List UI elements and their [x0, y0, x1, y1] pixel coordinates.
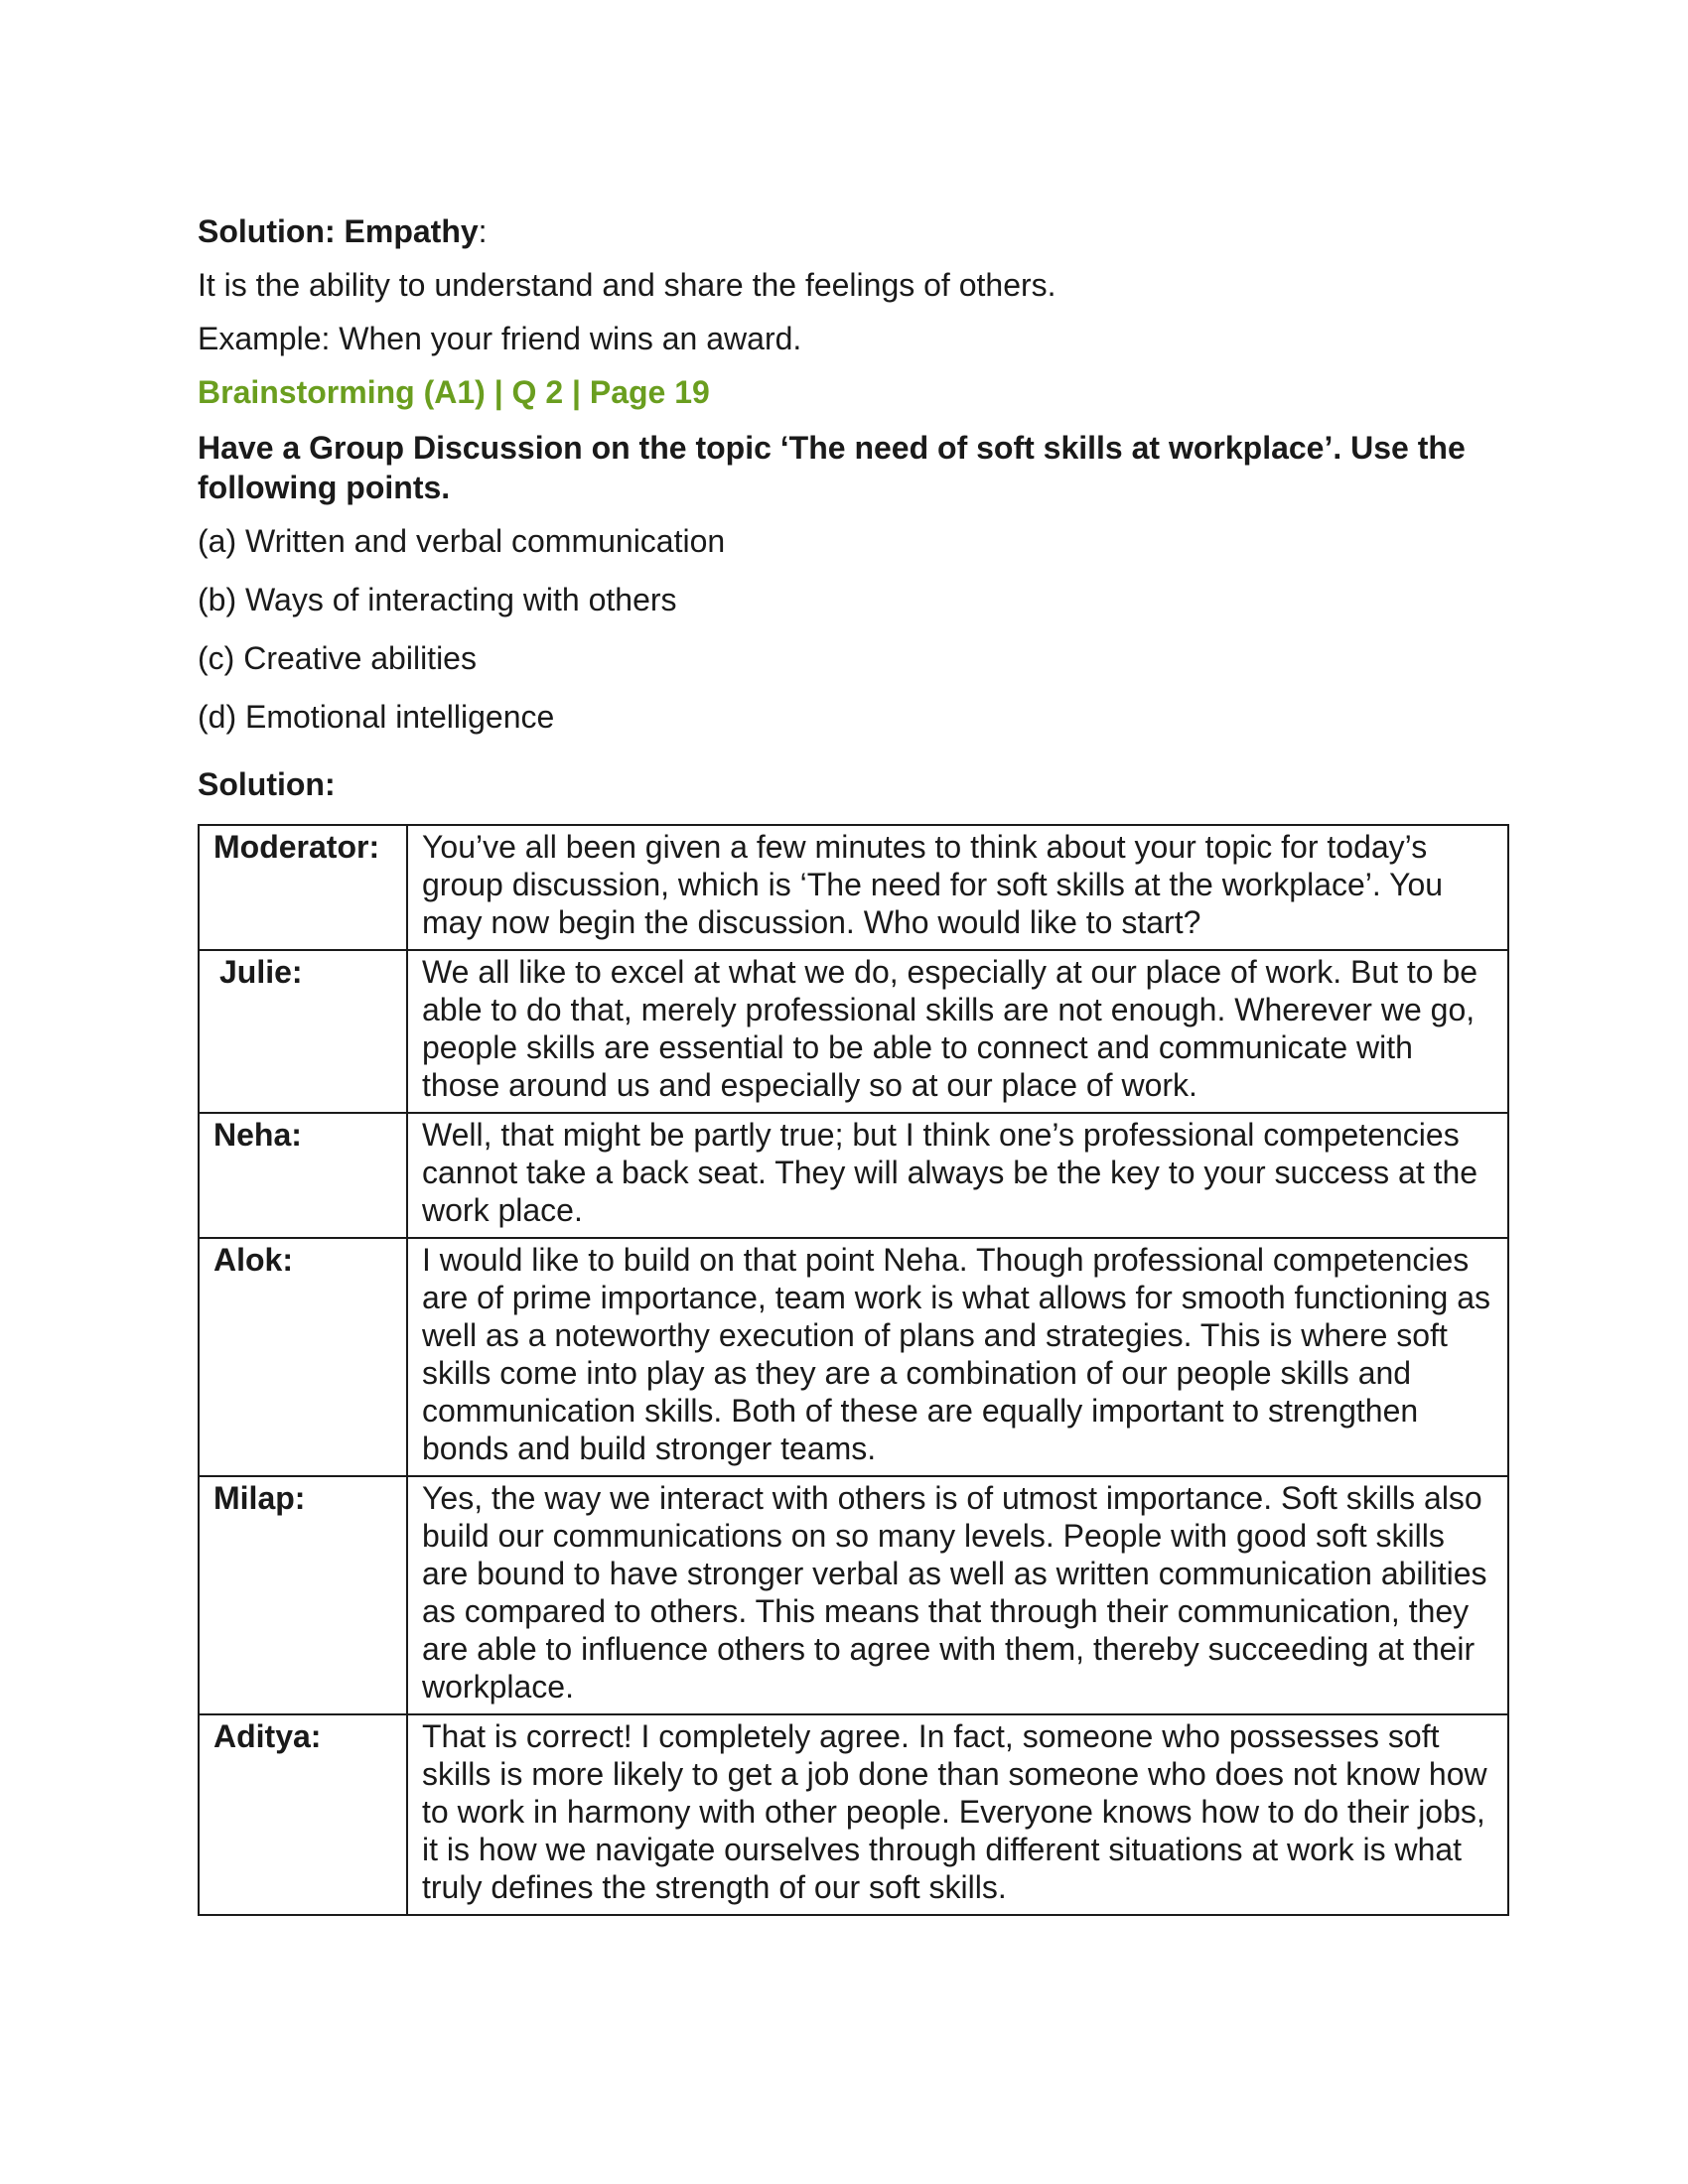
- table-row: [199, 1113, 1508, 1238]
- point-item: (a) Written and verbal communication: [198, 523, 726, 559]
- table-row: [199, 1238, 1508, 1476]
- discussion-table: [198, 824, 1509, 1916]
- solution-label: Solution:: [198, 766, 336, 802]
- speaker-text: Yes, the way we interact with others is of utmost importance. Soft skills also build our communications on so many levels. People with good soft skills are bound to have stronger verbal as well as written communication abilities as compared to others. This means that through their communication, they are able to influence others to agree with them, thereby succeeding at their workplace.: [407, 1476, 1508, 1714]
- table-row: [199, 950, 1508, 1113]
- speaker-text: I would like to build on that point Neha. Though professional competencies are of prime importance, team work is what allows for smooth functioning as well as a noteworthy execution of plans and strategies. This is where soft skills come into play as they are a combination of our people skills and communication skills. Both of these are equally important to strengthen bonds and build stronger teams.: [407, 1238, 1508, 1476]
- point-item: (b) Ways of interacting with others: [198, 582, 677, 617]
- speaker-text: That is correct! I completely agree. In fact, someone who possesses soft skills is more likely to get a job done than someone who does not know how to work in harmony with other people. Everyone knows how to do their jobs, it is how we navigate ourselves through different situations at work is what truly defines the strength of our soft skills.: [407, 1714, 1508, 1915]
- speaker-name: Aditya:: [199, 1714, 407, 1915]
- point-item: (d) Emotional intelligence: [198, 699, 555, 735]
- speaker-text: Well, that might be partly true; but I think one’s professional competencies cannot take a back seat. They will always be the key to your success at the work place.: [407, 1113, 1508, 1238]
- speaker-text: We all like to excel at what we do, especially at our place of work. But to be able to do that, merely professional skills are not enough. Wherever we go, people skills are essential to be able to connect and communicate with those around us and especially so at our place of work.: [407, 950, 1508, 1113]
- empathy-solution-colon: :: [478, 213, 488, 249]
- speaker-name: Julie:: [199, 950, 407, 1113]
- speaker-text: You’ve all been given a few minutes to think about your topic for today’s group discussion, which is ‘The need for soft skills at the workplace’. You may now begin the discussion. Who would like to start?: [407, 825, 1508, 950]
- empathy-definition: It is the ability to understand and share the feelings of others.: [198, 267, 1056, 303]
- speaker-name: Milap:: [199, 1476, 407, 1714]
- discussion-question: Have a Group Discussion on the topic ‘The need of soft skills at workplace’. Use the following points.: [198, 430, 1466, 505]
- point-item: (c) Creative abilities: [198, 640, 477, 676]
- table-row: [199, 825, 1508, 950]
- table-row: [199, 1476, 1508, 1714]
- speaker-name: Neha:: [199, 1113, 407, 1238]
- page-content: [198, 211, 1508, 1916]
- empathy-solution-heading: [198, 211, 1508, 251]
- speaker-name: Moderator:: [199, 825, 407, 950]
- speaker-name: Alok:: [199, 1238, 407, 1476]
- empathy-solution-label: Solution: Empathy: [198, 213, 479, 249]
- table-row: [199, 1714, 1508, 1915]
- brainstorming-heading: Brainstorming (A1) | Q 2 | Page 19: [198, 374, 710, 410]
- empathy-example: Example: When your friend wins an award.: [198, 321, 802, 356]
